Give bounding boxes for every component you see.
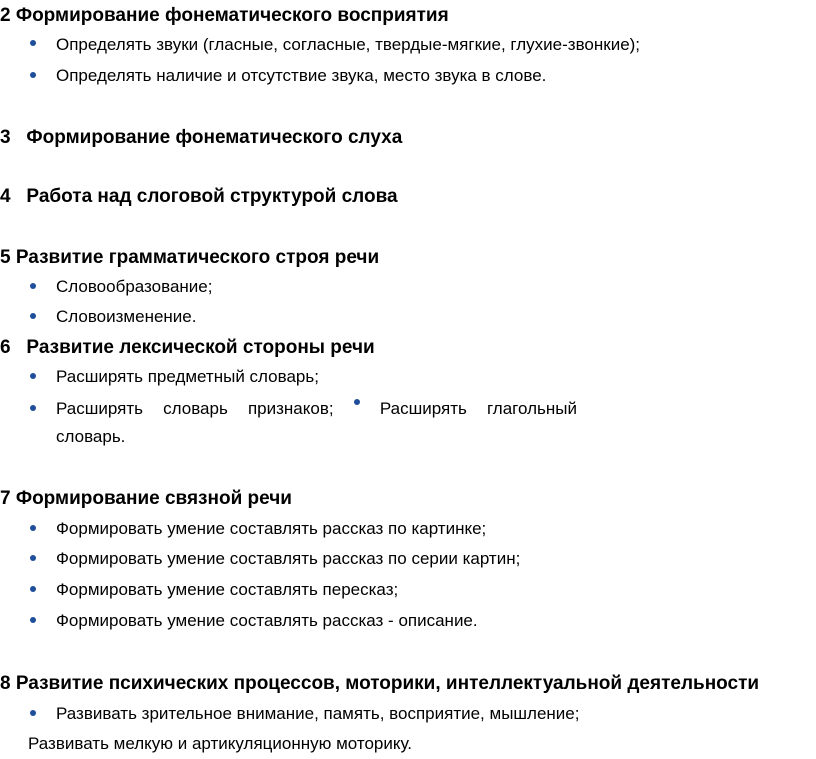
list-item: Развивать зрительное внимание, память, восприятие, мышление;	[56, 704, 580, 723]
bullet-icon	[30, 586, 36, 592]
section-3-heading: 3 Формирование фонематического слуха	[0, 127, 403, 148]
bullet-icon	[30, 373, 36, 379]
section-7-heading: 7 Формирование связной речи	[0, 488, 292, 509]
section-2-heading: 2 Формирование фонематического восприятия	[0, 5, 449, 26]
list-item: Словообразование;	[56, 277, 213, 296]
list-item: Формировать умение составлять рассказ по картинке;	[56, 519, 487, 538]
word: Расширять	[56, 399, 143, 418]
section-8-heading: 8 Развитие психических процессов, моторики, интеллектуальной деятельности	[0, 673, 760, 694]
list-item: Формировать умение составлять рассказ по серии картин;	[56, 549, 521, 568]
bullet-icon	[30, 72, 36, 78]
word: глагольный	[486, 399, 577, 418]
bullet-icon	[30, 710, 36, 716]
bullet-icon	[30, 555, 36, 561]
bullet-icon	[30, 283, 36, 289]
list-item: Определять наличие и отсутствие звука, место звука в слове.	[56, 66, 547, 85]
bullet-icon	[354, 399, 360, 405]
word: словарь	[163, 399, 228, 418]
list-item: Определять звуки (гласные, согласные, твердые-мягкие, глухие-звонкие);	[56, 35, 641, 54]
bullet-icon	[30, 617, 36, 623]
section-6-heading: 6 Развитие лексической стороны речи	[0, 337, 375, 358]
list-item: Расширять предметный словарь;	[56, 367, 319, 386]
trailing-text: Развивать мелкую и артикуляционную моторику.	[28, 734, 413, 753]
bullet-icon	[30, 525, 36, 531]
list-item-continuation: словарь.	[56, 427, 126, 446]
word: признаков;	[247, 399, 334, 418]
list-item: Формировать умение составлять пересказ;	[56, 580, 399, 599]
section-5-heading: 5 Развитие грамматического строя речи	[0, 247, 380, 268]
bullet-icon	[30, 313, 36, 319]
word: Расширять	[379, 399, 467, 418]
section-4-heading: 4 Работа над слоговой структурой слова	[0, 186, 398, 207]
bullet-icon	[30, 40, 36, 46]
list-item: Формировать умение составлять рассказ - описание.	[56, 611, 478, 630]
list-item-wrapped	[56, 400, 577, 417]
list-item: Словоизменение.	[56, 307, 197, 326]
bullet-icon	[30, 405, 36, 411]
